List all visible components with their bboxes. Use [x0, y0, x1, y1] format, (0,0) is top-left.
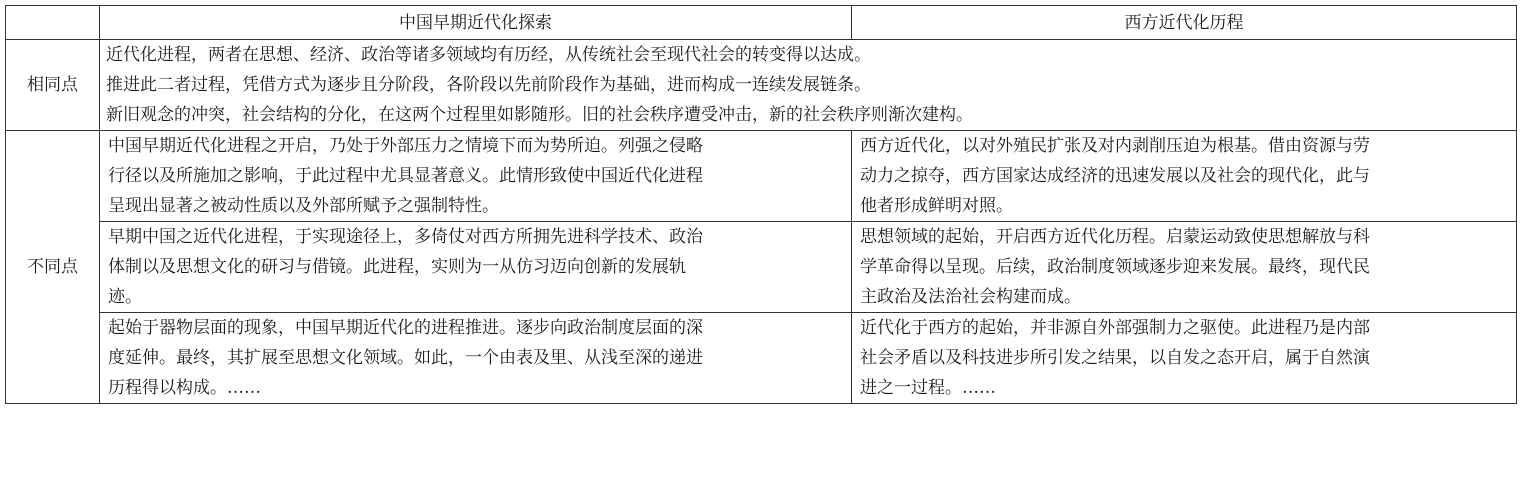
difference-1-west-line-1: 西方近代化，以对外殖民扩张及对内剥削压迫为根基。借由资源与劳 — [860, 136, 1370, 156]
difference-3-china-line-1: 起始于器物层面的现象，中国早期近代化的进程推进。逐步向政治制度层面的深 — [108, 318, 703, 338]
difference-3-china-line-2: 度延伸。最终，其扩展至思想文化领域。如此，一个由表及里、从浅至深的递进 — [108, 348, 703, 368]
similarity-line-3: 新旧观念的冲突，社会结构的分化，在这两个过程里如影随形。旧的社会秩序遭受冲击，新的社会秩序则渐次建构。 — [106, 105, 973, 125]
difference-3-west-line-1: 近代化于西方的起始，并非源自外部强制力之驱使。此进程乃是内部 — [860, 318, 1370, 338]
similarity-line-1: 近代化进程，两者在思想、经济、政治等诸多领域均有历经，从传统社会至现代社会的转变得以达成。 — [106, 45, 871, 65]
difference-1-west-line-3: 他者形成鲜明对照。 — [860, 196, 1013, 216]
difference-1-west-cell — [852, 131, 1517, 222]
header-china: 中国早期近代化探索 — [100, 6, 852, 40]
difference-2-west-cell — [852, 222, 1517, 313]
difference-2-china-cell — [100, 222, 852, 313]
differences-label: 不同点 — [6, 131, 100, 404]
difference-3-west-line-2: 社会矛盾以及科技进步所引发之结果，以自发之态开启，属于自然演 — [860, 348, 1370, 368]
difference-1-china-line-1: 中国早期近代化进程之开启，乃处于外部压力之情境下而为势所迫。列强之侵略 — [108, 136, 703, 156]
comparison-table — [5, 5, 1517, 404]
difference-2-west-line-2: 学革命得以呈现。后续，政治制度领域逐步迎来发展。最终，现代民 — [860, 257, 1370, 277]
header-corner-cell — [6, 6, 100, 40]
difference-1-west-line-2: 动力之掠夺，西方国家达成经济的迅速发展以及社会的现代化，此与 — [860, 166, 1370, 186]
difference-2-china-line-2: 体制以及思想文化的研习与借镜。此进程，实则为一从仿习迈向创新的发展轨 — [108, 257, 686, 277]
similarities-cell — [100, 40, 1517, 131]
difference-1-china-cell — [100, 131, 852, 222]
difference-row-1 — [6, 131, 1517, 222]
difference-1-china-line-2: 行径以及所施加之影响，于此过程中尤具显著意义。此情形致使中国近代化进程 — [108, 166, 703, 186]
header-west: 西方近代化历程 — [852, 6, 1517, 40]
difference-row-2 — [6, 222, 1517, 313]
difference-3-china-line-3: 历程得以构成。…… — [108, 378, 261, 398]
similarities-label: 相同点 — [6, 40, 100, 131]
header-row — [6, 6, 1517, 40]
difference-2-china-line-3: 迹。 — [108, 287, 142, 307]
difference-2-west-line-3: 主政治及法治社会构建而成。 — [860, 287, 1081, 307]
similarities-row — [6, 40, 1517, 131]
difference-row-3 — [6, 313, 1517, 404]
difference-3-west-cell — [852, 313, 1517, 404]
difference-3-china-cell — [100, 313, 852, 404]
similarity-line-2: 推进此二者过程，凭借方式为逐步且分阶段，各阶段以先前阶段作为基础，进而构成一连续发展链条。 — [106, 75, 871, 95]
difference-2-west-line-1: 思想领域的起始，开启西方近代化历程。启蒙运动致使思想解放与科 — [860, 227, 1370, 247]
difference-3-west-line-3: 进之一过程。…… — [860, 378, 996, 398]
difference-1-china-line-3: 呈现出显著之被动性质以及外部所赋予之强制特性。 — [108, 196, 499, 216]
difference-2-china-line-1: 早期中国之近代化进程，于实现途径上，多倚仗对西方所拥先进科学技术、政治 — [108, 227, 703, 247]
